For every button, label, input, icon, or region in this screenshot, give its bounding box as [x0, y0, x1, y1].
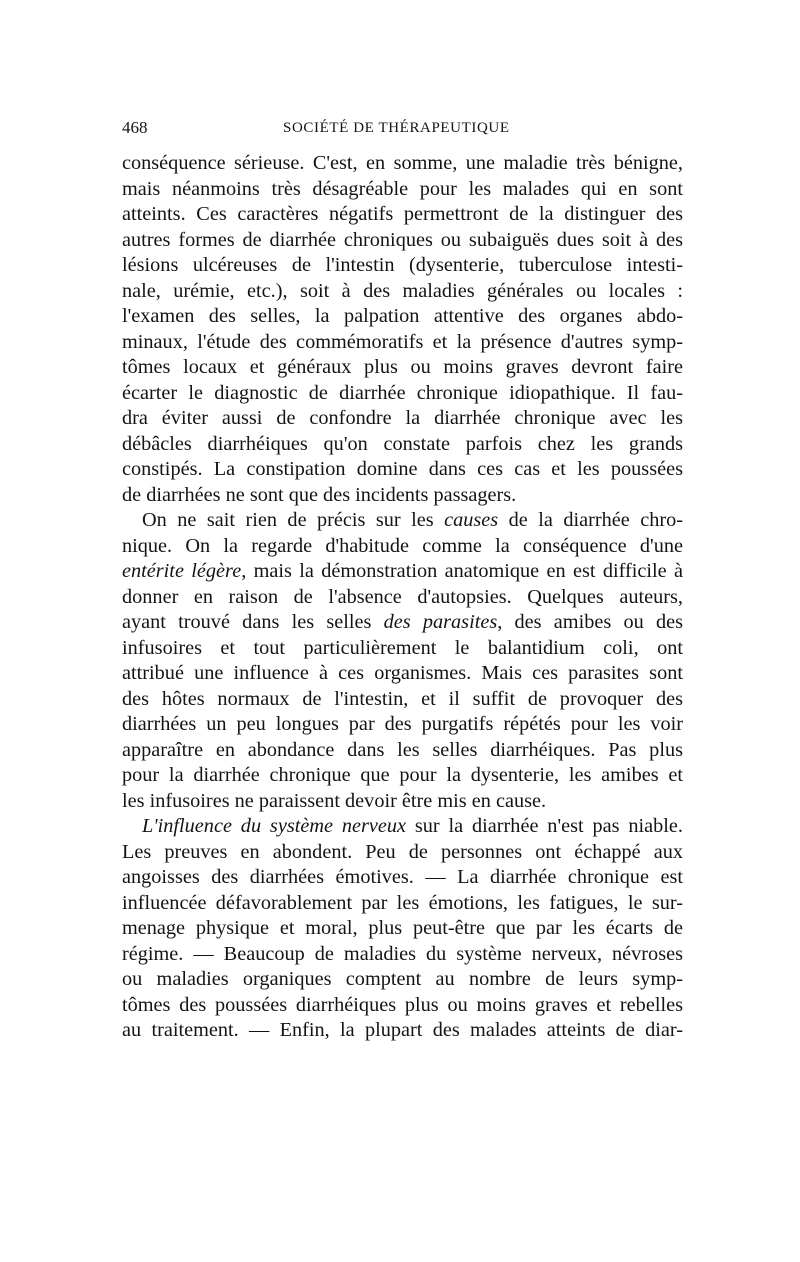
text-run: de la diarrhée chro-: [498, 509, 684, 531]
text-line: ou maladies organiques comptent au nombre de leurs symp-: [122, 968, 683, 990]
page-number: 468: [122, 118, 148, 137]
italic-term-causes: causes: [444, 509, 499, 531]
text-line: régime. — Beaucoup de maladies du système nerveux, névroses: [122, 942, 683, 965]
paragraph-1: [122, 151, 683, 508]
text-line: mais néanmoins très désagréable pour les malades qui en sont: [122, 177, 683, 200]
paragraph-3: [122, 814, 683, 1044]
text-line: tômes des poussées diarrhéiques plus ou moins graves et rebelles: [122, 993, 683, 1016]
text-line: des hôtes normaux de l'intestin, et il suffit de provoquer des: [122, 687, 683, 710]
text-line: minaux, l'étude des commémoratifs et la présence d'autres symp-: [122, 330, 683, 353]
text-line: les infusoires ne paraissent devoir être mis en cause.: [122, 789, 547, 812]
italic-term-systeme-nerveux: L'influence du système nerveux: [142, 815, 407, 837]
page-header: [122, 115, 682, 141]
text-line: attribué une influence à ces organismes. Mais ces parasites sont: [122, 662, 683, 684]
text-line: apparaître en abondance dans les selles diarrhéiques. Pas plus: [122, 738, 683, 761]
text-line: débâcles diarrhéiques qu'on constate parfois chez les grands: [122, 432, 683, 455]
text-line: angoisses des diarrhées émotives. — La diarrhée chronique est: [122, 866, 683, 888]
text-line: nale, urémie, etc.), soit à des maladies générales ou locales :: [122, 279, 683, 302]
text-run: , mais la démonstration anatomique en est difficile à: [241, 560, 684, 582]
text-line: nique. On la regarde d'habitude comme la conséquence d'une: [122, 534, 683, 557]
running-head: SOCIÉTÉ DE THÉRAPEUTIQUE: [283, 120, 510, 136]
text-line: menage physique et moral, plus peut-être que par les écarts de: [122, 917, 683, 939]
text-line: Les preuves en abondent. Peu de personnes ont échappé aux: [122, 840, 683, 863]
text-line: pour la diarrhée chronique que pour la dysenterie, les amibes et: [122, 764, 683, 786]
italic-term-enterite: entérite légère: [122, 560, 242, 582]
text-run: ayant trouvé dans les selles: [122, 611, 384, 633]
text-line: constipés. La constipation domine dans ces cas et les poussées: [122, 458, 683, 480]
text-line: écarter le diagnostic de diarrhée chronique idiopathique. Il fau-: [122, 381, 683, 404]
text-run: , des amibes ou des: [497, 611, 684, 633]
paragraph-2: [122, 508, 683, 814]
text-line: autres formes de diarrhée chroniques ou subaiguës dues soit à des: [122, 228, 683, 251]
text-line: infusoires et tout particulièrement le balantidium coli, ont: [122, 636, 683, 659]
italic-term-parasites: des parasites: [383, 611, 498, 633]
text-line: [122, 814, 683, 840]
text-line: [122, 610, 683, 636]
text-line: au traitement. — Enfin, la plupart des malades atteints de diar-: [122, 1019, 683, 1041]
text-line: atteints. Ces caractères négatifs permettront de la distinguer des: [122, 203, 683, 225]
text-line: donner en raison de l'absence d'autopsies. Quelques auteurs,: [122, 585, 683, 608]
text-line: tômes locaux et généraux plus ou moins graves devront faire: [122, 356, 683, 378]
text-line: conséquence sérieuse. C'est, en somme, une maladie très bénigne,: [122, 152, 683, 174]
text-line: dra éviter aussi de confondre la diarrhée chronique avec les: [122, 407, 683, 429]
text-line: influencée défavorablement par les émotions, les fatigues, le sur-: [122, 891, 683, 914]
text-run: On ne sait rien de précis sur les: [142, 509, 445, 531]
text-line: de diarrhées ne sont que des incidents passagers.: [122, 483, 517, 506]
body-text: [122, 151, 683, 1044]
text-run: sur la diarrhée n'est pas niable.: [406, 815, 683, 837]
text-line: diarrhées un peu longues par des purgatifs répétés pour les voir: [122, 713, 683, 735]
text-line: l'examen des selles, la palpation attentive des organes abdo-: [122, 305, 683, 327]
text-line: [122, 508, 683, 534]
text-line: lésions ulcéreuses de l'intestin (dysenterie, tuberculose intesti-: [122, 254, 683, 276]
text-line: [122, 559, 683, 585]
